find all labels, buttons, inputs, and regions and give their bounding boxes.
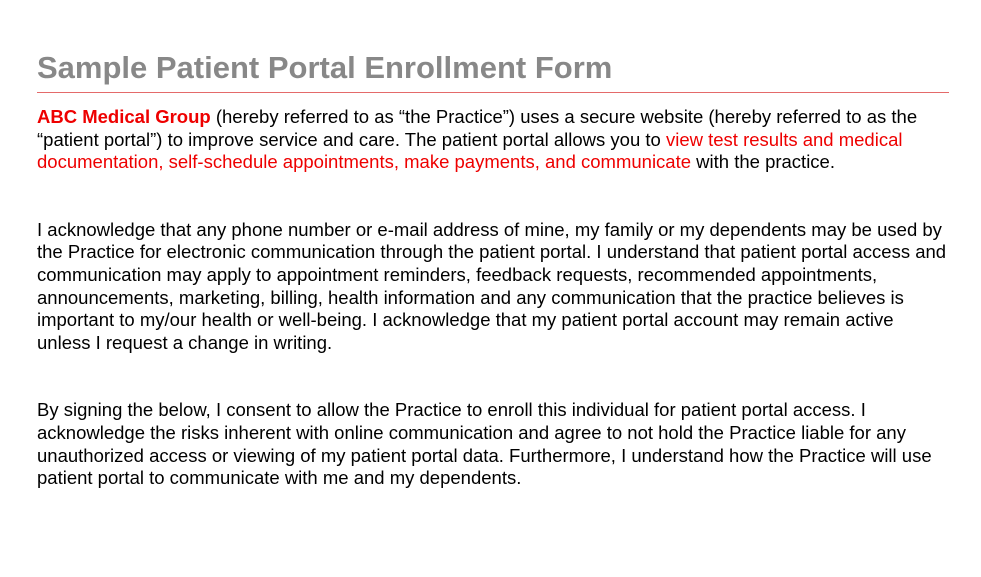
consent-paragraph: By signing the below, I consent to allow the Practice to enroll this individual for patient portal access. I acknowledge the risks inherent with online communication and agree to not hold the Practice liable for any unauthorized access or viewing of my patient portal data. Furthermore, I understand how the Practice will use patient portal to communicate with me and my dependents. [37,399,932,489]
document-page [37,0,949,490]
title-divider [37,92,949,93]
intro-text: (hereby referred to as “the Practice”) uses a secure website (hereby referred to as the “patient portal”) to improve service and care. The patient portal allows you to [37,106,918,150]
acknowledgement-paragraph: I acknowledge that any phone number or e-mail address of mine, my family or my dependents may be used by the Practice for electronic communication through the patient portal. I understand that patient portal access and communication may apply to appointment reminders, feedback requests, recommended appointments, announcements, marketing, billing, health information and any communication that the practice believes is important to my/our health or well-being. I acknowledge that my patient portal account may remain active unless I request a change in writing. [37,218,947,353]
intro-paragraph [37,106,952,174]
page-title: Sample Patient Portal Enrollment Form [37,50,613,85]
intro-text-end: with the practice. [691,151,835,173]
portal-features: view test results and medical documentation, self-schedule appointments, make payments, and communicate [37,128,903,173]
organization-name: ABC Medical Group [37,106,211,127]
